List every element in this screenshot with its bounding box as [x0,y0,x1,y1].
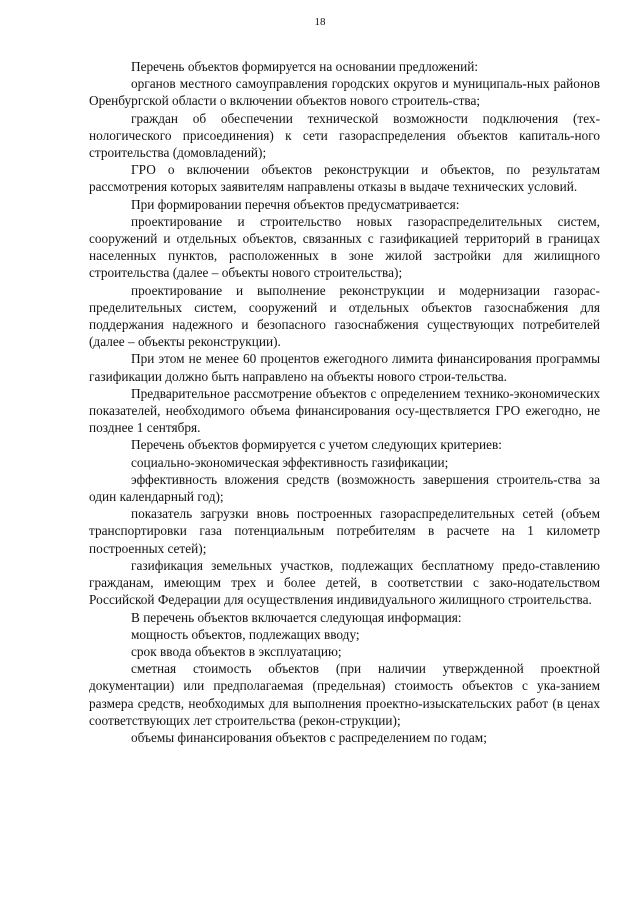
paragraph-9: Предварительное рассмотрение объектов с определением технико-экономических показателей, необходимого объема финансирования осу-ществляется ГРО ежегодно, не позднее 1 сентября. [89,385,600,436]
paragraph-11: социально-экономическая эффективность газификации; [131,454,449,470]
paragraph-8: При этом не менее 60 процентов ежегодного лимита финансирования программы газификации должно быть направлено на объекты нового строи-тельства. [89,351,600,384]
paragraph-14: газификация земельных участков, подлежащих бесплатному предо-ставлению гражданам, имеющим трех и более детей, в соответствии с зако-нодательством Российской Федерации для осуществления индивидуального жилищного строительства. [89,557,600,608]
paragraph-13: показатель загрузки вновь построенных газораспределительных сетей (объем транспортировки газа потенциальным потребителям в расчете на 1 километр построенных сетей); [89,506,600,556]
document-body [89,58,600,746]
paragraph-4: ГРО о включении объектов реконструкции и объектов, по результатам рассмотрения которых заявителям направлены отказы в выдаче технических условий. [89,162,600,195]
page-number: 18 [314,16,326,28]
paragraph-3: граждан об обеспечении технической возможности подключения (тех-нологического присоединения) к сети газораспределения объектов капиталь-ного строительства (домовладений); [89,110,600,161]
paragraph-10: Перечень объектов формируется с учетом следующих критериев: [131,437,503,453]
paragraph-7: проектирование и выполнение реконструкции и модернизации газорас-пределительных систем, сооружений и отдельных объектов газоснабжения для поддержания надежного и безопасного газоснабжения существующих потребителей (далее – объекты реконструкции). [89,282,600,350]
paragraph-1: Перечень объектов формируется на основании предложений: [131,59,479,74]
paragraph-5: При формировании перечня объектов предусматривается: [131,196,460,212]
paragraph-19: объемы финансирования объектов с распределением по годам; [131,729,487,745]
paragraph-16: мощность объектов, подлежащих вводу; [131,626,360,642]
paragraph-2: органов местного самоуправления городских округов и муниципаль-ных районов Оренбургской области о включении объектов нового строитель-ства; [89,76,600,109]
paragraph-17: срок ввода объектов в эксплуатацию; [131,643,342,659]
paragraph-18: сметная стоимость объектов (при наличии утвержденной проектной документации) или предполагаемая (предельная) стоимость объектов с ука-занием размера средств, необходимых для выполнения проектно-изыскательских работ (в ценах соответствующих лет строительства (рекон-струкции); [89,661,600,728]
paragraph-15: В перечень объектов включается следующая информация: [131,609,462,625]
paragraph-6: проектирование и строительство новых газораспределительных систем, сооружений и отдельных объектов, связанных с газификацией территорий в границах населенных пунктов, расположенных в зоне жилой застройки для жилищного строительства (далее – объекты нового строительства); [89,213,600,281]
paragraph-12: эффективность вложения средств (возможность завершения строитель-ства за один календарный год); [89,471,600,505]
